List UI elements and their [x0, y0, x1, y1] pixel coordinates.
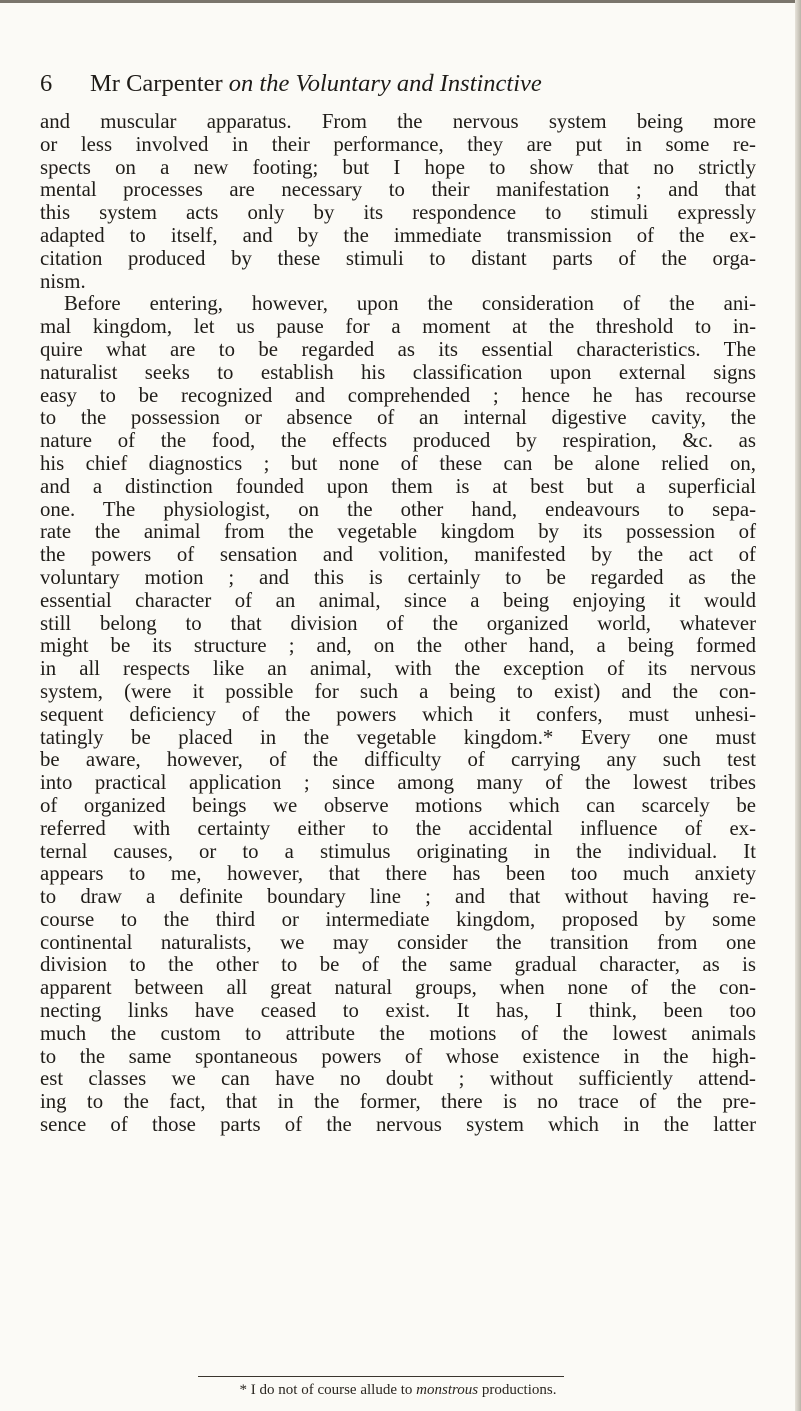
- text-line: one. The physiologist, on the other hand, endeavours to sepa-: [40, 497, 756, 521]
- text-line: and a distinction founded upon them is at best but a superficial: [40, 474, 756, 498]
- text-line: continental naturalists, we may consider the transition from one: [40, 930, 756, 954]
- text-line: naturalist seeks to establish his classification upon external signs: [40, 360, 756, 384]
- footnote-divider: [198, 1376, 564, 1377]
- footnote-text-start: I do not of course allude to: [250, 1382, 417, 1398]
- text-line: his chief diagnostics ; but none of these can be alone relied on,: [40, 451, 756, 475]
- text-line: citation produced by these stimuli to distant parts of the orga-: [40, 246, 756, 270]
- text-line: nature of the food, the effects produced by respiration, &c. as: [40, 429, 756, 453]
- text-line: sequent deficiency of the powers which it confers, must unhesi-: [40, 702, 756, 726]
- text-line: course to the third or intermediate kingdom, proposed by some: [40, 907, 756, 931]
- text-line: appears to me, however, that there has been too much anxiety: [40, 862, 756, 886]
- text-line: in all respects like an animal, with the exception of its nervous: [40, 657, 756, 681]
- text-line: tatingly be placed in the vegetable kingdom.* Every one must: [40, 725, 756, 749]
- text-line: might be its structure ; and, on the other hand, a being formed: [40, 634, 756, 658]
- text-line: spects on a new footing; but I hope to show that no strictly: [40, 155, 756, 179]
- text-line: ing to the fact, that in the former, there is no trace of the pre-: [40, 1090, 756, 1114]
- body-text: [40, 111, 756, 1137]
- footnote-text-end: productions.: [478, 1382, 557, 1398]
- page-edge-shadow: [795, 0, 801, 1411]
- text-line: system, (were it possible for such a being to exist) and the con-: [40, 679, 756, 703]
- running-head-subject: on the Voluntary and Instinctive: [228, 70, 542, 97]
- text-line: necting links have ceased to exist. It has, I think, been too: [40, 999, 756, 1023]
- footnote: [40, 1380, 756, 1400]
- text-line: to draw a definite boundary line ; and that without having re-: [40, 885, 756, 909]
- text-line: referred with certainty either to the accidental influence of ex-: [40, 816, 756, 840]
- text-line: much the custom to attribute the motions of the lowest animals: [40, 1021, 756, 1045]
- text-line: to the same spontaneous powers of whose existence in the high-: [40, 1044, 756, 1068]
- text-line: essential character of an animal, since a being enjoying it would: [40, 588, 756, 612]
- text-line: nism.: [40, 269, 86, 293]
- text-line: to the possession or absence of an internal digestive cavity, the: [40, 406, 756, 430]
- text-line: sence of those parts of the nervous system which in the latter: [40, 1113, 756, 1137]
- text-line: and muscular apparatus. From the nervous system being more: [40, 110, 756, 133]
- running-head: [40, 64, 756, 104]
- text-line: of organized beings we observe motions which can scarcely be: [40, 793, 756, 817]
- running-head-title: [90, 64, 542, 104]
- text-line: est classes we can have no doubt ; without sufficiently attend-: [40, 1067, 756, 1091]
- text-line: mental processes are necessary to their manifestation ; and that: [40, 178, 756, 202]
- text-line: this system acts only by its respondence to stimuli expressly: [40, 201, 756, 225]
- top-edge-rule: [0, 0, 801, 3]
- text-line: be aware, however, of the difficulty of carrying any such test: [40, 748, 756, 772]
- text-line: division to the other to be of the same gradual character, as is: [40, 953, 756, 977]
- text-line: ternal causes, or to a stimulus originating in the individual. It: [40, 839, 756, 863]
- footnote-italic-word: monstrous: [416, 1382, 479, 1398]
- page-number: 6: [40, 70, 53, 97]
- text-line: the powers of sensation and volition, manifested by the act of: [40, 543, 756, 567]
- text-line: mal kingdom, let us pause for a moment at the threshold to in-: [40, 315, 756, 339]
- text-line: rate the animal from the vegetable kingdom by its possession of: [40, 520, 756, 544]
- text-line: into practical application ; since among many of the lowest tribes: [40, 771, 756, 795]
- text-line: still belong to that division of the organized world, whatever: [40, 611, 756, 635]
- text-line: easy to be recognized and comprehended ; hence he has recourse: [40, 383, 756, 407]
- paragraph-start-line: Before entering, however, upon the consideration of the ani-: [64, 292, 756, 316]
- text-line: adapted to itself, and by the immediate transmission of the ex-: [40, 223, 756, 247]
- footnote-marker: *: [239, 1382, 251, 1398]
- text-line: voluntary motion ; and this is certainly to be regarded as the: [40, 565, 756, 589]
- text-line: apparent between all great natural groups, when none of the con-: [40, 976, 756, 1000]
- text-line: or less involved in their performance, they are put in some re-: [40, 132, 756, 156]
- text-line: quire what are to be regarded as its essential characteristics. The: [40, 337, 756, 361]
- running-head-author: Mr Carpenter: [90, 70, 229, 97]
